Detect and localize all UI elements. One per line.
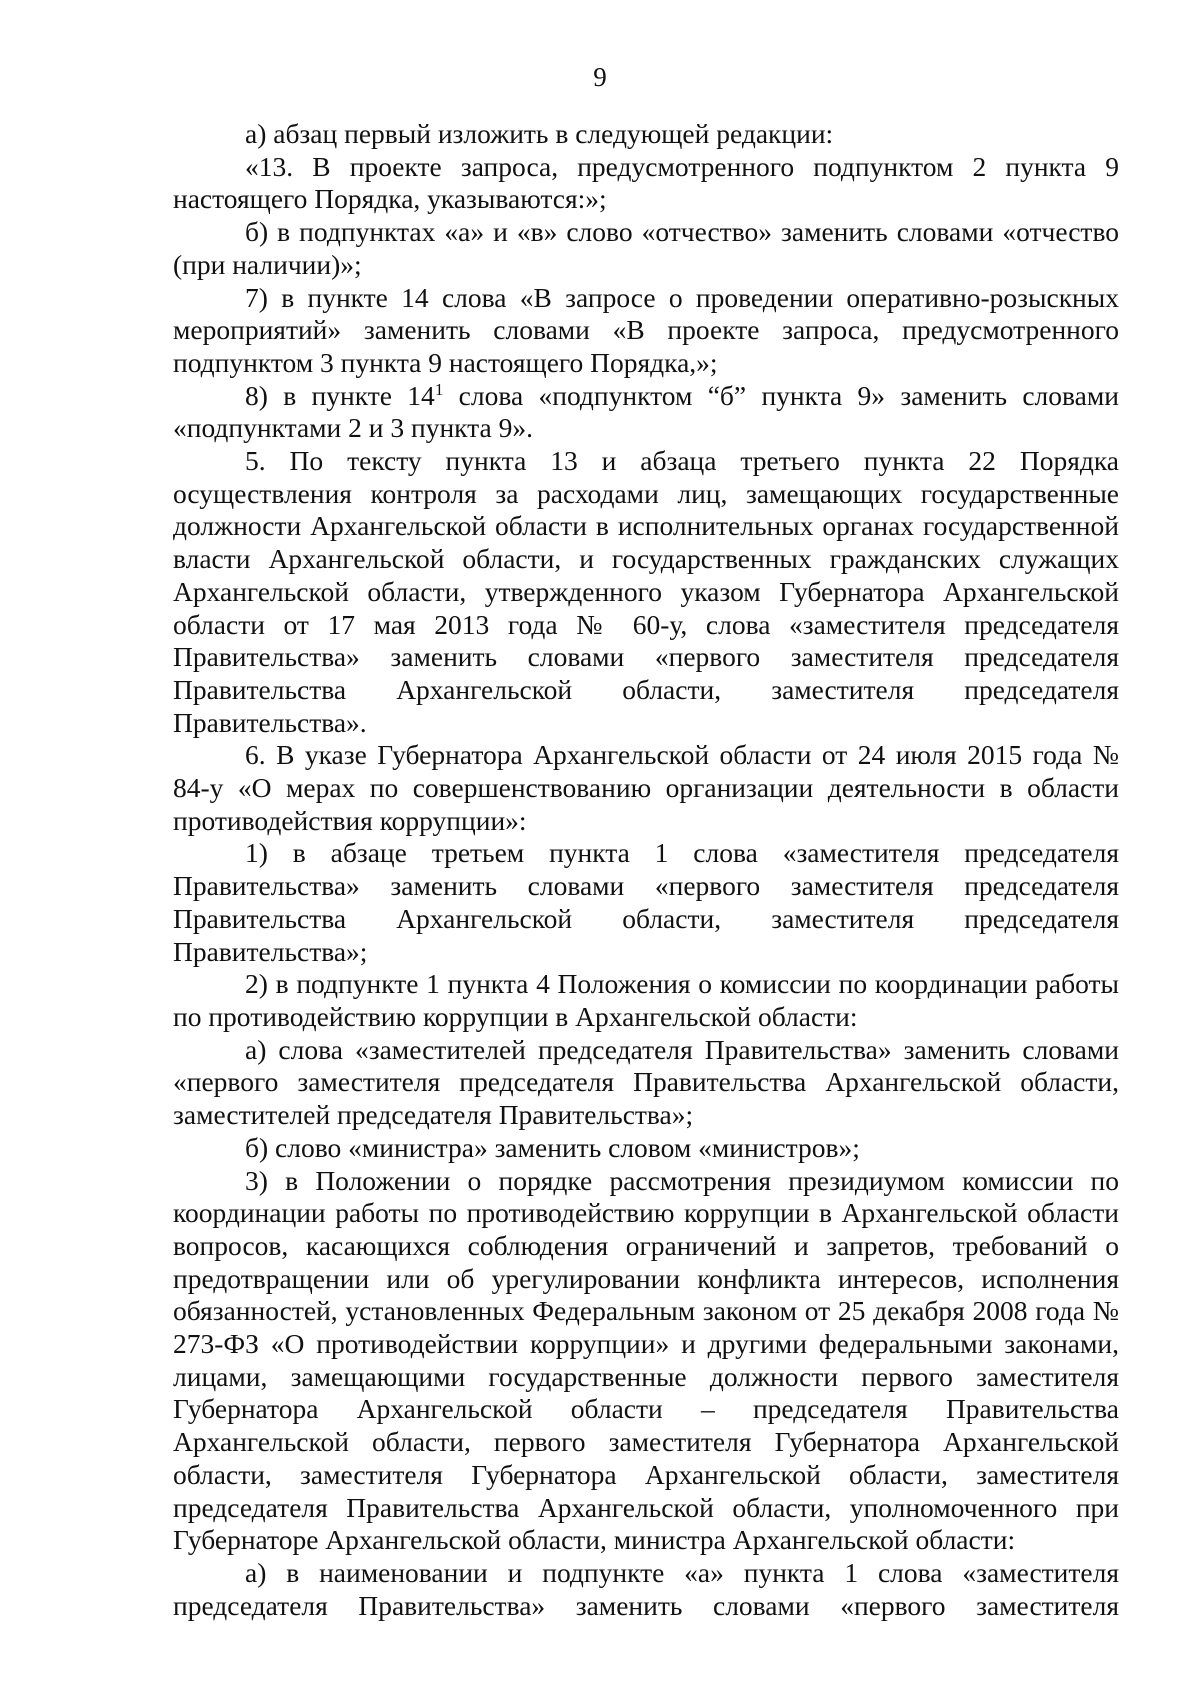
paragraph: 5. По тексту пункта 13 и абзаца третьего пункта 22 Порядка осуществления контроля за расходами лиц, замещающих государственные должности Архангельской области в исполнительных органах государственной власти Архангельской области, и государственных гражданских служащих Архангельской области, утвержденного указом Губернатора Архангельской области от 17 мая 2013 года № 60-у, слова «заместителя председателя Правительства» заменить словами «первого заместителя председателя Правительства Архангельской области, заместителя председателя Правительства». xyxy=(173,445,1119,738)
paragraph: 1) в абзаце третьем пункта 1 слова «заместителя председателя Правительства» заменить словами «первого заместителя председателя Правительства Архангельской области, заместителя председателя Правительства»; xyxy=(173,837,1119,967)
paragraph-text-after: слова «подпунктом “б” пункта 9» заменить словами «подпунктами 2 и 3 пункта 9». xyxy=(173,379,1119,444)
paragraph: б) слово «министра» заменить словом «министров»; xyxy=(245,1131,860,1163)
paragraph: 2) в подпункте 1 пункта 4 Положения о комиссии по координации работы по противодействию коррупции в Архангельской области: xyxy=(173,968,1119,1032)
paragraph: 6. В указе Губернатора Архангельской области от 24 июля 2015 года № 84-у «О мерах по совершенствованию организации деятельности в области противодействия коррупции»: xyxy=(173,739,1119,836)
page-number: 9 xyxy=(593,62,607,92)
paragraph xyxy=(173,380,1119,445)
paragraph: «13. В проекте запроса, предусмотренного подпунктом 2 пункта 9 настоящего Порядка, указываются:»; xyxy=(173,150,1119,215)
paragraph: а) в наименовании и подпункте «а» пункта 1 слова «заместителя председателя Правительства» заменить словами «первого заместителя xyxy=(173,1556,1119,1621)
paragraph: а) слова «заместителей председателя Правительства» заменить словами «первого заместителя председателя Правительства Архангельской области, заместителей председателя Правительства»; xyxy=(173,1033,1119,1131)
paragraph: б) в подпунктах «а» и «в» слово «отчество» заменить словами «отчество (при наличии)»; xyxy=(173,216,1119,280)
paragraph: 3) в Положении о порядке рассмотрения президиумом комиссии по координации работы по противодействию коррупции в Архангельской области вопросов, касающихся соблюдения ограничений и запретов, требований о предотвращении или об урегулировании конфликта интересов, исполнения обязанностей, установленных Федеральным законом от 25 декабря 2008 года № 273-ФЗ «О противодействии коррупции» и другими федеральными законами, лицами, замещающими государственные должности первого заместителя Губернатора Архангельской области – председателя Правительства Архангельской области, первого заместителя Губернатора Архангельской области, заместителя Губернатора Архангельской области, заместителя председателя Правительства Архангельской области, уполномоченного при Губернаторе Архангельской области, министра Архангельской области: xyxy=(173,1164,1119,1556)
superscript: 1 xyxy=(434,379,444,399)
paragraph: 7) в пункте 14 слова «В запросе о проведении оперативно-розыскных мероприятий» заменить словами «В проекте запроса, предусмотренного подпунктом 3 пункта 9 настоящего Порядка,»; xyxy=(173,281,1119,378)
paragraph-text-before: 8) в пункте 14 xyxy=(245,379,435,411)
paragraph: а) абзац первый изложить в следующей редакции: xyxy=(245,118,834,149)
document-body xyxy=(173,118,1119,1622)
